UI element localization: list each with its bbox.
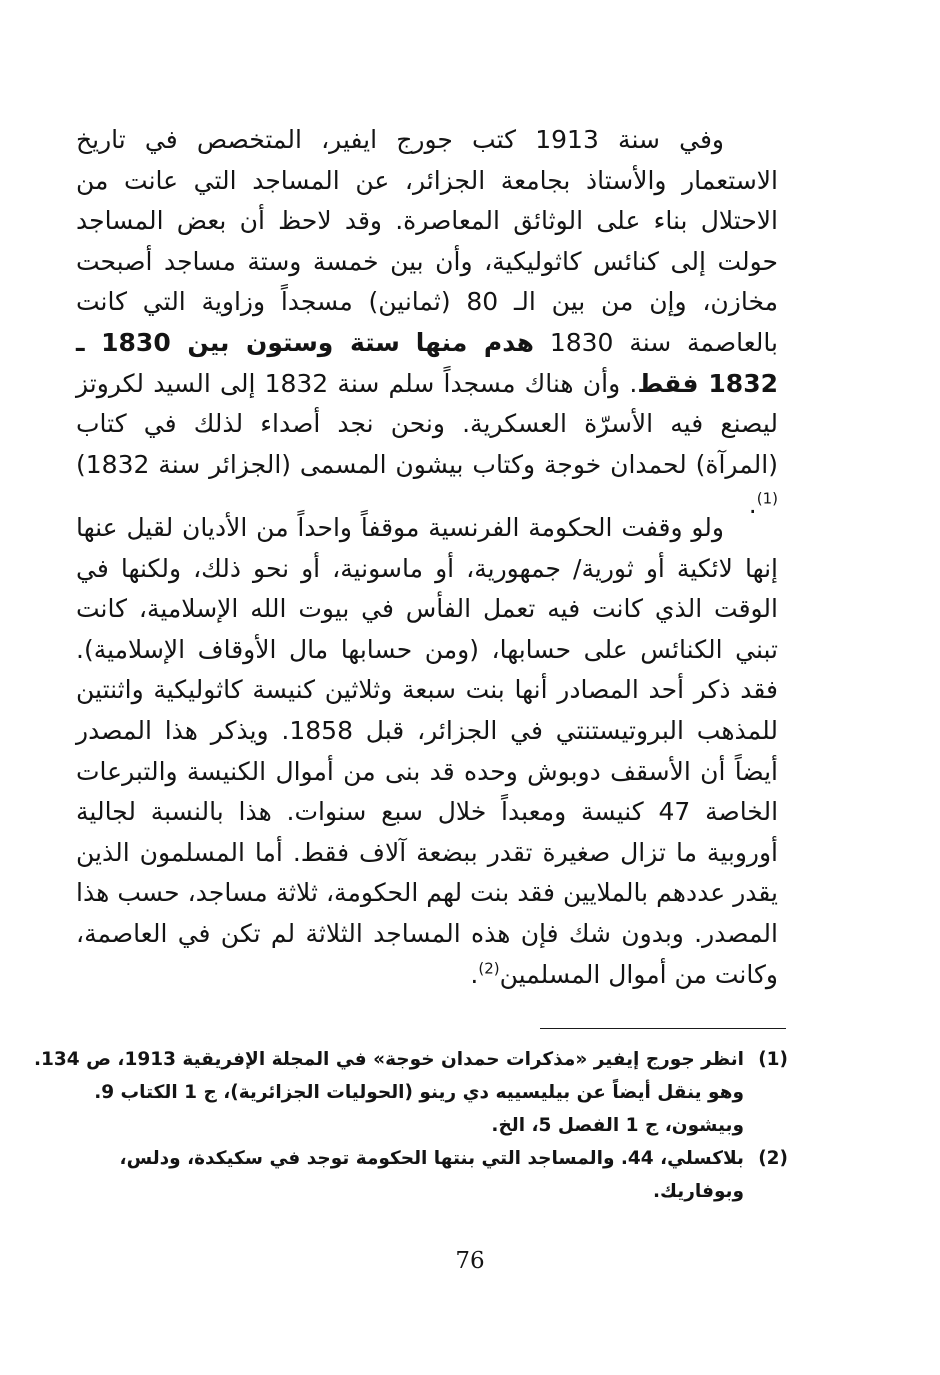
paragraph-1-line-6-rest: . وأن هناك مسجداً سلم سنة 1832 إلى bbox=[219, 368, 638, 398]
paragraph-2-line-4: حسابها، (ومن حسابها مال الأوقاف الإسلامية). فقد ذكر أحد المصادر أنها bbox=[76, 634, 779, 705]
footnote-ref-1: (1) bbox=[756, 490, 778, 509]
paragraph-2-line-7: أموال الكنيسة والتبرعات الخاصة 47 كنيسة ومعبداً خلال سبع سنوات. هذا bbox=[76, 756, 779, 827]
paragraph-2-line-8: بالنسبة لجالية أوروبية ما تزال صغيرة تقدر ببضعة آلاف فقط. أما المسلمون bbox=[76, 797, 778, 867]
paragraph-2-line-9: الذين يقدر عددهم بالملايين فقد بنت لهم الحكومة، ثلاثة مساجد، حسب bbox=[76, 837, 778, 908]
footnote-2 bbox=[76, 1142, 788, 1208]
paragraph-1-line-2: والأستاذ بجامعة الجزائر، عن المساجد التي عانت من الاحتلال بناء على bbox=[76, 165, 779, 236]
paragraph-1-line-5: الـ 80 (ثمانين) مسجداً وزاوية التي كانت بالعاصمة سنة 1830 bbox=[76, 287, 778, 357]
paragraph-2-end-period: . bbox=[470, 959, 479, 989]
footnotes-section bbox=[34, 1043, 788, 1208]
paragraph-2-line-2: لائكية أو ثورية/ جمهورية، أو ماسونية، أو نحو ذلك، ولكنها في الوقت bbox=[76, 553, 778, 624]
paragraph-2-line-3: الذي كانت فيه تعمل الفأس في بيوت الله الإسلامية، كانت تبني الكنائس على bbox=[76, 594, 779, 664]
body-paragraph-1 bbox=[76, 120, 778, 526]
body-paragraph-2 bbox=[76, 508, 778, 995]
footnote-1-number: (1) bbox=[758, 1049, 788, 1070]
paragraph-1-line-8: كتاب (المرآة) لحمدان خوجة وكتاب بيشون المسمى (الجزائر سنة bbox=[76, 409, 778, 479]
page-number: 76 bbox=[455, 1248, 485, 1274]
footnote-separator-rule bbox=[540, 1028, 786, 1029]
footnote-2-number: (2) bbox=[758, 1148, 788, 1169]
footnote-1-line-2: وهو ينقل أيضاً عن بيليسييه دي رينو (الحوليات الجزائرية)، ج 1 الكتاب 9. bbox=[94, 1082, 744, 1103]
footnote-1 bbox=[34, 1043, 788, 1142]
footnote-2-line-1: بلاكسلي، 44. والمساجد التي بنتها الحكومة توجد في سكيكدة، ودلس، bbox=[119, 1148, 744, 1169]
paragraph-2-line-5: بنت سبعة وثلاثين كنيسة كاثوليكية واثنتين للمذهب البروتيستنتي في الجزائر، bbox=[76, 675, 778, 745]
footnote-ref-2: (2) bbox=[478, 959, 500, 978]
paragraph-1-line-3: الوثائق المعاصرة. وقد لاحظ أن بعض المساجد حولت إلى كنائس bbox=[76, 206, 778, 276]
paragraph-1-line-1: وفي سنة 1913 كتب جورج ايفير، المتخصص في تاريخ الاستعمار bbox=[76, 125, 778, 195]
paragraph-2-line-1: ولو وقفت الحكومة الفرنسية موقفاً واحداً من الأديان لقيل عنها إنها bbox=[76, 513, 778, 583]
paragraph-1-bold-phrase-1: هدم منها bbox=[415, 327, 534, 357]
paragraph-1-bold-phrase-2: ستة وستون بين 1830 ـ 1832 فقط bbox=[76, 327, 778, 398]
footnote-2-line-2: وبوفاريك. bbox=[653, 1181, 744, 1202]
paragraph-1-end-period: . bbox=[748, 490, 757, 520]
paragraph-2-line-10: هذا المصدر. وبدون شك فإن هذه المساجد الثلاثة لم تكن في العاصمة، bbox=[76, 878, 778, 948]
paragraph-1-line-7: السيد لكروتز ليصنع فيه الأسرّة العسكرية. ونحن نجد أصداء لذلك في bbox=[76, 368, 779, 439]
paragraph-2-line-11: وكانت من أموال المسلمين bbox=[499, 959, 778, 989]
paragraph-2-line-6: قبل 1858. ويذكر هذا المصدر أيضاً أن الأسقف دوبوش وحده قد بنى من bbox=[76, 715, 778, 786]
footnote-1-line-1: انظر جورج إيفير «مذكرات حمدان خوجة» في المجلة الإفريقية 1913، ص 134. bbox=[34, 1049, 744, 1070]
paragraph-1-line-9: 1832) bbox=[76, 449, 150, 479]
paragraph-1-line-4: كاثوليكية، وأن بين خمسة وستة مساجد أصبحت مخازن، وإن من بين bbox=[76, 246, 778, 317]
footnote-1-line-3: وبيشون، ج 1 الفصل 5، الخ. bbox=[491, 1115, 744, 1136]
